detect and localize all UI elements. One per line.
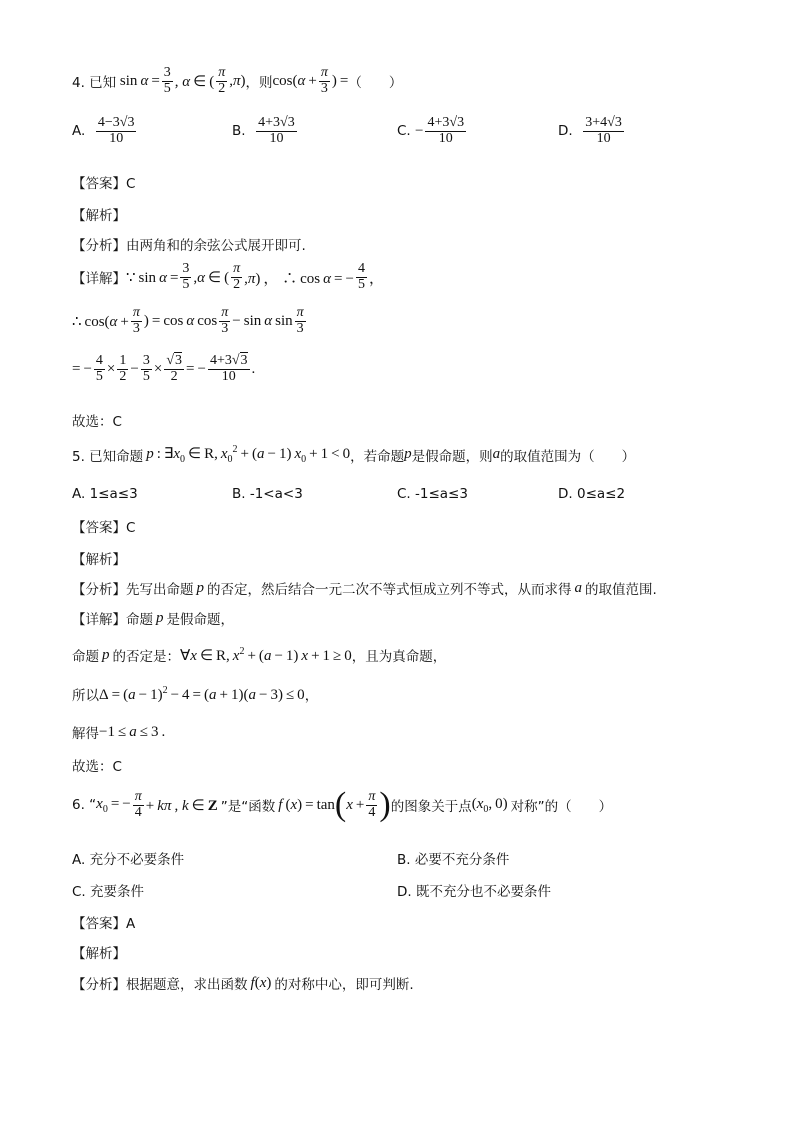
q4-option-c[interactable]: C. − $\frac{4+3√3}{10}$ [397,115,465,146]
q5-stem: 5. 已知命题 p : $\exists x_0$ ∈ R, $x_0^2 + (a - 1) x_0 + 1 < 0$ ，若命题 p 是假命题，则 a 的取值范围为（ ） [72,444,636,465]
q5-solution: 解得 −1 ≤ a ≤ 3 . [72,723,166,742]
q4-stem-prefix: 4. 已知 [72,75,117,92]
q6-option-c[interactable]: C. 充要条件 [72,884,145,900]
q4-stem-blank: （ ） [348,75,403,92]
q4-frac-3-5: $\frac{3}{5}$ [163,65,171,96]
q5-final: 故选：C [72,759,122,775]
q5-xiangjie: 【详解】 命题 p 是假命题， [72,609,235,628]
q4-condition-math: sin α = [116,72,160,89]
q4-option-a[interactable]: A. $\frac{4-3√3}{10}$ [72,115,135,146]
q5-fenxi: 【分析】 先写出命题 p 的否定，然后结合一元二次不等式恒成立列不等式，从而求得 a 的取值范围. [72,579,657,598]
q4-answer: 【答案】C [72,176,136,192]
q5-option-d[interactable]: D. 0≤a≤2 [558,486,626,502]
q6-fenxi: 【分析】 根据题意，求出函数 f(x) 的对称中心，即可判断. [72,974,414,993]
q4-stem: 4. 已知 sin α = $\frac{3}{5}$ , α ∈ ( $\frac{\pi}{2}$ ,π) ，则 cos(α + $\frac{\pi}{3}$ ) = （ ） [72,65,403,96]
q5-option-a[interactable]: A. 1≤a≤3 [72,486,138,502]
q5-discriminant: 所以 $\Delta = (a - 1)^2 - 4 = (a + 1)(a - 3) \le 0$ ， [72,684,319,704]
q4-derivation-line2: = − $\frac{4}{5}$ × $\frac{1}{2}$ − $\frac{3}{5}$ × $\frac{√3}{2}$ = − $\frac{4+3√3}{10}$ . [72,353,256,384]
q6-analysis-title: 【解析】 [72,946,126,962]
q4-stem-mid: ，则 [245,75,273,92]
q4-derivation-line1: ∴ cos(α + $\frac{\pi}{3}$ ) = cos α cos $\frac{\pi}{3}$ − sin α sin $\frac{\pi}{3}$ [72,305,304,336]
q5-answer: 【答案】C [72,520,136,536]
q4-option-b[interactable]: B. $\frac{4+3√3}{10}$ [232,115,295,146]
q5-option-b[interactable]: B. -1<a<3 [232,486,303,502]
q6-answer: 【答案】A [72,916,136,932]
q5-option-c[interactable]: C. -1≤a≤3 [397,486,468,502]
q6-option-b[interactable]: B. 必要不充分条件 [397,852,510,868]
q5-negation: 命题 p 的否定是： ∀x ∈ R, $x^2 + (a - 1) x + 1 \ge 0$ ，且为真命题， [72,645,447,665]
q4-frac-pi-3: $\frac{\pi}{3}$ [320,65,328,96]
q6-option-d[interactable]: D. 既不充分也不必要条件 [397,884,551,900]
q4-final: 故选：C [72,414,122,430]
q4-xiangjie: 【详解】 ∵ sin α = $\frac{3}{5}$ ,α ∈ ( $\frac{\pi}{2}$ ,π) ， ∴ cos α = − $\frac{4}{5}$ ， [72,261,384,292]
q5-analysis-title: 【解析】 [72,552,126,568]
q4-frac-pi-2: $\frac{\pi}{2}$ [218,65,226,96]
q6-stem: 6. “ $x_0$ = − $\frac{\pi}{4}$ + kπ , k ∈ Z ”是“函数 f (x) = tan ( x + $\frac{\pi}{4}$ ) 的图象关于点 ($x_0$, 0) 对称”的（ ） [72,786,613,823]
q4-fenxi: 【分析】 由两角和的余弦公式展开即可. [72,238,306,254]
q6-option-a[interactable]: A. 充分不必要条件 [72,852,185,868]
q4-option-d[interactable]: D. $\frac{3+4√3}{10}$ [558,115,622,146]
q4-analysis-title: 【解析】 [72,208,126,224]
